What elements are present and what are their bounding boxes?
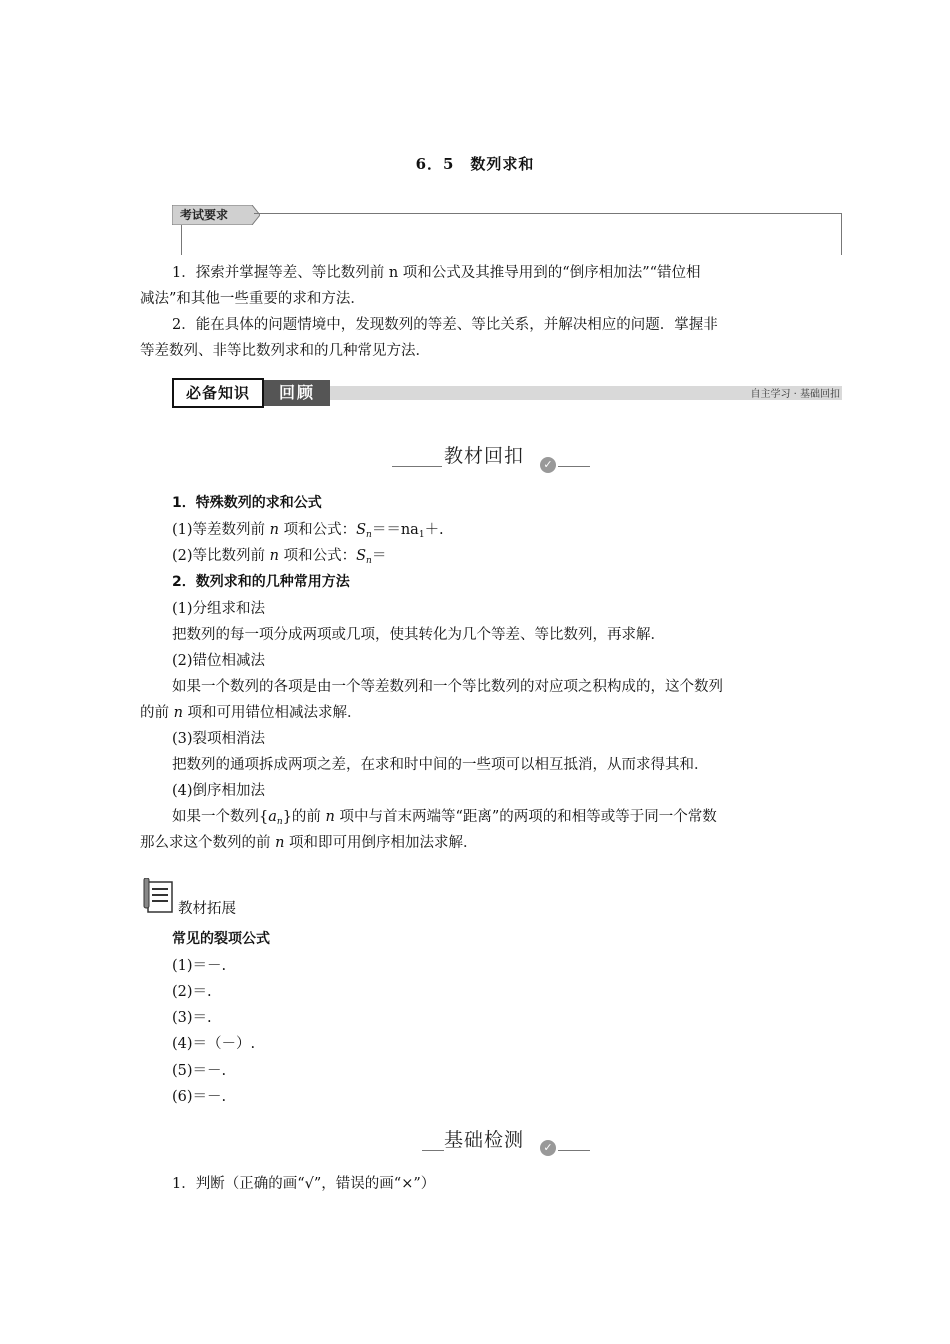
split-formula-5: (5)＝－.: [172, 1063, 227, 1079]
section2-rule-left: [422, 1150, 444, 1151]
split-formula-3: (3)＝.: [172, 1010, 212, 1026]
section1-rule-right: [558, 466, 590, 467]
section2-rule-right: [558, 1150, 590, 1151]
notebook-icon: [142, 878, 176, 914]
method-1-title: (1)分组求和法: [172, 601, 266, 617]
exam-frame-right: [841, 213, 842, 255]
split-formula-1: (1)＝－.: [172, 958, 227, 974]
exam-tag-label: 考试要求: [180, 208, 229, 222]
split-formula-4: (4)＝（－）.: [172, 1036, 256, 1052]
checkmark-icon: ✓: [540, 457, 556, 473]
exam-item-2b: 等差数列、非等比数列求和的几种常见方法．: [140, 343, 430, 359]
section1-heading-2: 2．数列求和的几种常用方法: [172, 574, 350, 590]
extension-label: 教材拓展: [178, 901, 236, 917]
extension-heading: 常见的裂项公式: [172, 931, 270, 947]
section1-rule-left: [392, 466, 442, 467]
exam-item-1b: 减法”和其他一些重要的求和方法．: [140, 291, 365, 307]
banner-highlight: 回顾: [264, 380, 330, 406]
method-4-text-2: 那么求这个数列的前 n 项和即可用倒序相加法求解．: [140, 835, 478, 851]
method-4-title: (4)倒序相加法: [172, 783, 266, 799]
section1-header: 教材回扣: [444, 445, 525, 467]
method-3-title: (3)裂项相消法: [172, 731, 266, 747]
section2-header: 基础检测: [444, 1129, 525, 1151]
exam-frame-left: [181, 225, 182, 255]
exam-item-2a: 2．能在具体的问题情境中，发现数列的等差、等比关系，并解决相应的问题．掌握非: [172, 317, 718, 333]
method-4-text-1: 如果一个数列$\{a_n\}$的前 n 项中与首末两端等“距离”的两项的和相等或等于同一个常数: [172, 809, 717, 827]
method-2-title: (2)错位相减法: [172, 653, 266, 669]
banner-title: 必备知识: [172, 378, 264, 408]
formula-arithmetic: (1)等差数列前 n 项和公式：$S_n==na_1+$.: [172, 522, 444, 540]
method-2-text-2: 的前 n 项和可用错位相减法求解．: [140, 705, 362, 721]
question-1: 1．判断（正确的画“√”，错误的画“×”）: [172, 1176, 436, 1192]
formula-geometric: (2)等比数列前 n 项和公式：$S_n=$: [172, 548, 387, 566]
method-3-text: 把数列的通项拆成两项之差，在求和时中间的一些项可以相互抵消，从而求得其和．: [172, 757, 709, 773]
exam-item-1a: 1．探索并掌握等差、等比数列前 n 项和公式及其推导用到的“倒序相加法”“错位相: [172, 265, 701, 281]
checkmark-icon: ✓: [540, 1140, 556, 1156]
page-title: 6．5 数列求和: [415, 155, 535, 173]
split-formula-2: (2)＝.: [172, 984, 212, 1000]
method-2-text-1: 如果一个数列的各项是由一个等差数列和一个等比数列的对应项之积构成的，这个数列: [172, 679, 723, 695]
method-1-text: 把数列的每一项分成两项或几项，使其转化为几个等差、等比数列，再求解．: [172, 627, 665, 643]
exam-frame-top: [254, 213, 842, 214]
split-formula-6: (6)＝－.: [172, 1089, 227, 1105]
section1-heading-1: 1．特殊数列的求和公式: [172, 495, 322, 511]
banner-subtitle: 自主学习 · 基础回扣: [750, 389, 840, 400]
